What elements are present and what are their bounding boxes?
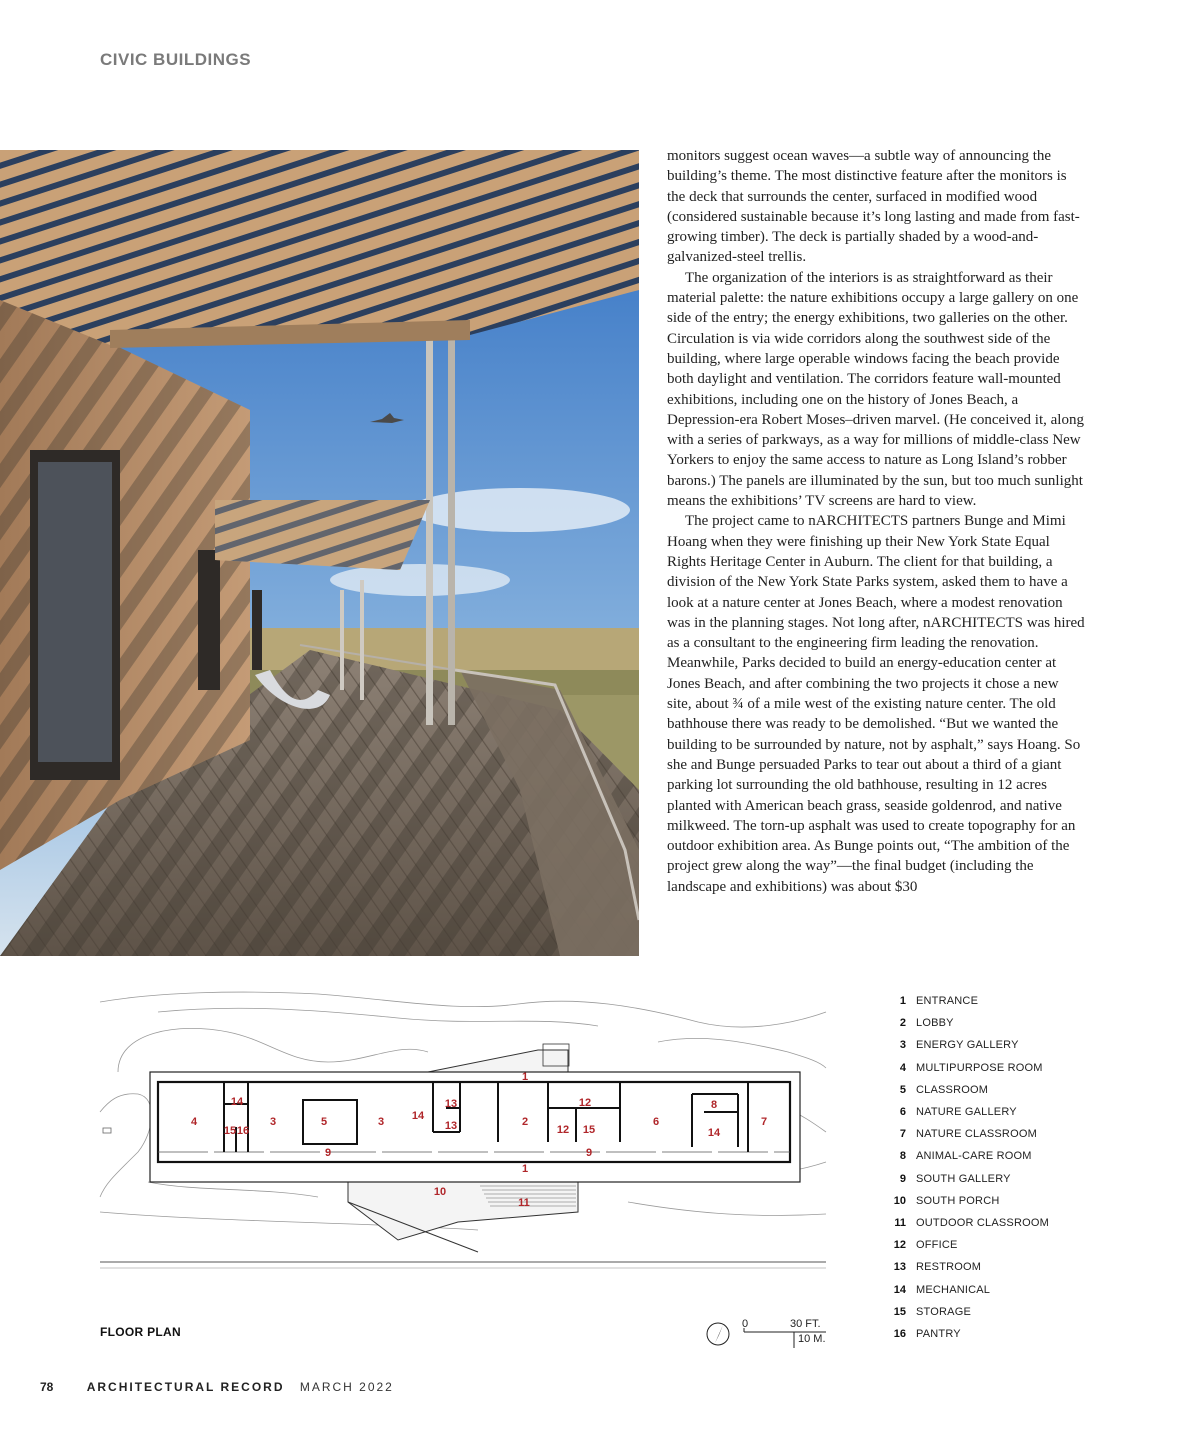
section-heading: CIVIC BUILDINGS (100, 50, 252, 69)
article-paragraph: The project came to nARCHITECTS partners Bunge and Mimi Hoang when they were finishing up their New York State Equal Rights Heritage Center in Auburn. The client for that building, a division of the New York State Parks system, asked them to have a look at a nature center at Jones Beach, where a modest renovation was in the planning stages. Not long after, nARCHITECTS was hired as a consultant to the engineering firm leading the renovation. Meanwhile, Parks decided to build an energy-education center at Jones Beach, and after combining the two projects it chose a new site, about ¾ of a mile west of the existing nature center. The old bathhouse there was ready to be demolished. “But we wanted the building to be surrounded by nature, not by asphalt,” says Hoang. So she and Bunge persuaded Parks to tear out about a third of a giant parking lot surrounding the old bathhouse, resulting in 12 acres planted with American beach grass, seaside goldenrod, and native milkweed. The torn-up asphalt was used to create topography for an outdoor exhibition area. As Bunge points out, “The ambition of the project grew along the way”—the final budget (including the landscape and exhibitions) was about $30 (667, 513, 1085, 895)
room-label: 2 (521, 1116, 529, 1128)
legend-number: 12 (893, 1239, 906, 1252)
room-label: 15 (223, 1125, 237, 1137)
room-label: 14 (707, 1127, 721, 1139)
legend-label: SOUTH PORCH (916, 1194, 1000, 1207)
legend-label: STORAGE (916, 1305, 971, 1318)
room-label: 14 (230, 1096, 244, 1108)
scale-bar (706, 1318, 836, 1352)
legend-number: 5 (899, 1083, 906, 1096)
legend-label: MECHANICAL (916, 1283, 991, 1296)
legend-label: PANTRY (916, 1327, 961, 1340)
scale-zero-label: 0 (742, 1318, 749, 1330)
floor-plan-drawing (98, 982, 828, 1272)
legend-item (890, 1212, 1130, 1234)
legend-number: 1 (899, 995, 906, 1008)
room-label: 14 (411, 1110, 425, 1122)
legend-number: 15 (893, 1305, 906, 1318)
room-label: 16 (236, 1125, 250, 1137)
legend-number: 16 (893, 1327, 906, 1340)
legend-label: ENERGY GALLERY (916, 1039, 1019, 1052)
scale-feet-label: 30 FT. (790, 1318, 821, 1330)
legend-number: 14 (893, 1283, 906, 1296)
room-label: 9 (585, 1147, 593, 1159)
room-label: 12 (556, 1124, 570, 1136)
legend-item (890, 1034, 1130, 1056)
room-label: 9 (324, 1147, 332, 1159)
room-label: 6 (652, 1116, 660, 1128)
room-label: 11 (518, 1197, 530, 1209)
room-label: 3 (269, 1116, 277, 1128)
legend-label: CLASSROOM (916, 1083, 989, 1096)
legend-item (890, 1301, 1130, 1323)
issue-date: MARCH 2022 (299, 1380, 394, 1394)
room-label: 7 (760, 1116, 768, 1128)
legend-label: RESTROOM (916, 1261, 982, 1274)
legend-label: ANIMAL-CARE ROOM (916, 1150, 1032, 1163)
floor-plan-caption: FLOOR PLAN (100, 1325, 181, 1339)
legend-label: MULTIPURPOSE ROOM (916, 1061, 1043, 1074)
legend-label: OUTDOOR CLASSROOM (916, 1216, 1049, 1229)
article-paragraph: The organization of the interiors is as straightforward as their material palette: the nature exhibitions occupy a large gallery on one side of the entry; the energy exhibitions, two galleries on the other. Circulation is via wide corridors along the southwest side of the building, where large operable windows facing the beach provide both daylight and ventilation. The corridors feature wall-mounted exhibitions, including one on the history of Jones Beach, a Depression-era Robert Moses–driven marvel. (He conceived it, along with a series of parkways, as a way for millions of middle-class New Yorkers to enjoy the same access to nature as Long Island’s robber barons.) The panels are illuminated by the sun, but too much sunlight means the exhibitions’ TV screens are hard to view. (667, 269, 1084, 510)
room-label: 1 (521, 1163, 529, 1175)
legend-number: 10 (893, 1194, 906, 1207)
room-label: 3 (377, 1116, 385, 1128)
legend-item (890, 1079, 1130, 1101)
legend-item (890, 1256, 1130, 1278)
legend-label: ENTRANCE (916, 995, 979, 1008)
legend-number: 8 (899, 1150, 906, 1163)
room-label: 8 (710, 1099, 718, 1111)
room-label: 12 (578, 1097, 592, 1109)
legend-number: 9 (899, 1172, 906, 1185)
legend-item (890, 990, 1130, 1012)
legend-item (890, 1101, 1130, 1123)
room-label: 13 (444, 1120, 458, 1132)
legend-number: 11 (894, 1216, 906, 1229)
legend-number: 4 (899, 1061, 906, 1074)
room-label: 10 (433, 1186, 447, 1198)
floor-plan-legend (890, 990, 1130, 1345)
legend-item (890, 1145, 1130, 1167)
legend-item (890, 1323, 1130, 1345)
page-footer (40, 1380, 394, 1394)
article-paragraph: monitors suggest ocean waves—a subtle way of announcing the building’s theme. The most distinctive feature after the monitors is the deck that surrounds the center, surfaced in modified wood (considered sustainable because it’s long lasting and made from fast-growing timber). The deck is partially shaded by a wood-and-galvanized-steel trellis. (667, 148, 1080, 266)
legend-label: NATURE CLASSROOM (916, 1128, 1037, 1141)
legend-number: 6 (899, 1106, 906, 1119)
room-label: 13 (444, 1098, 458, 1110)
legend-item (890, 1012, 1130, 1034)
room-label: 4 (190, 1116, 198, 1128)
legend-number: 3 (899, 1039, 906, 1052)
legend-label: NATURE GALLERY (916, 1106, 1017, 1119)
legend-item (890, 1168, 1130, 1190)
legend-item (890, 1234, 1130, 1256)
legend-label: LOBBY (916, 1017, 954, 1030)
legend-number: 2 (899, 1017, 906, 1030)
page-number: 78 (40, 1380, 54, 1394)
legend-label: OFFICE (916, 1239, 958, 1252)
north-arrow-icon (707, 1323, 729, 1345)
legend-item (890, 1190, 1130, 1212)
legend-label: SOUTH GALLERY (916, 1172, 1011, 1185)
legend-item (890, 1278, 1130, 1300)
deck-photograph (0, 150, 639, 956)
scale-meters-label: 10 M. (798, 1333, 826, 1345)
room-label: 5 (320, 1116, 328, 1128)
room-label: 1 (521, 1071, 529, 1083)
legend-item (890, 1057, 1130, 1079)
room-label: 15 (582, 1124, 596, 1136)
legend-number: 13 (893, 1261, 906, 1274)
legend-item (890, 1123, 1130, 1145)
publication-name: ARCHITECTURAL RECORD (86, 1380, 285, 1394)
legend-number: 7 (899, 1128, 906, 1141)
article-body (667, 146, 1085, 897)
